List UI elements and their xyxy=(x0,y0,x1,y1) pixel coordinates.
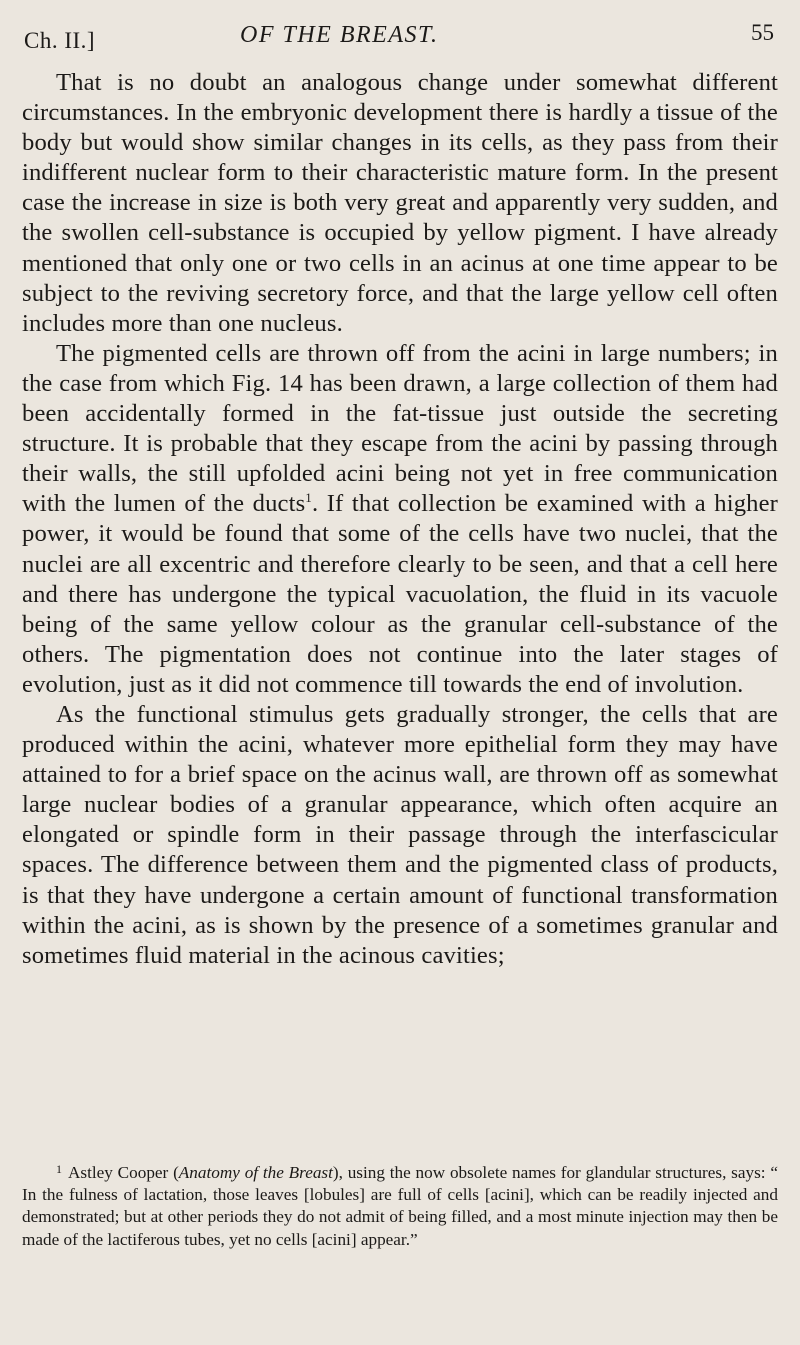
paragraph-2-text-a: The pigmented cells are thrown off from the acini in large numbers; in the case from which Fig. 14 has been drawn, a large collection of them had been accidentally formed in the fat-tissue just outside the secreting structure. It is probable that they escape from the acini by passing through their walls, the still upfolded acini being not yet in free communication with the lumen of the ducts xyxy=(22,339,778,518)
paragraph-2 xyxy=(22,339,778,700)
paragraph-3: As the functional stimulus gets gradually stronger, the cells that are produced within the acini, whatever more epithelial form they may have attained to for a brief space on the acinus wall, are thrown off as somewhat large nuclear bodies of a granular appearance, which often acquire an elongated or spindle form in their passage through the interfascicular spaces. The difference between them and the pigmented class of products, is that they have undergone a certain amount of functional transformation within the acini, as is shown by the presence of a sometimes granular and sometimes fluid material in the acinous cavities; xyxy=(22,700,778,969)
footnote-citation: Anatomy of the Breast xyxy=(178,1163,333,1182)
running-title: OF THE BREAST. xyxy=(240,22,439,48)
footnote-text-a: Astley Cooper ( xyxy=(68,1163,179,1182)
footnote-text-b: ), using the now obsolete names for glandular structures, says: “ In the fulness of lactation, those leaves [lobules] are full of cells [acini], which can be readily injected and demonstrated; but at other periods they do not admit of being filled, and a most minute injection may then be made of the lactiferous tubes, yet no cells [acini] appear.” xyxy=(22,1163,778,1249)
body-text xyxy=(22,68,778,971)
page-number: 55 xyxy=(751,20,774,45)
book-page xyxy=(22,0,778,1345)
footnote-reference[interactable]: 1 xyxy=(305,490,312,506)
paragraph-2-text-b: . If that collection be examined with a higher power, it would be found that some of the cells have two nuclei, that the nuclei are all excentric and therefore clearly to be seen, and that a cell here and there has undergone the typical vacuolation, the fluid in its vacuole being of the same yellow colour as the granular cell-substance of the others. The pigmentation does not continue into the later stages of evolution, just as it did not commence till towards the end of involution. xyxy=(22,490,778,698)
running-head xyxy=(22,20,778,56)
paragraph-1: That is no doubt an analogous change under somewhat different circumstances. In the embryonic development there is hardly a tissue of the body but would show similar changes in its cells, as they pass from their indifferent nuclear form to their characteristic mature form. In the present case the increase in size is both very great and apparently very sudden, and the swollen cell-substance is occupied by yellow pigment. I have already mentioned that only one or two cells in an acinus at one time appear to be subject to the reviving secretory force, and that the large yellow cell often includes more than one nucleus. xyxy=(22,69,778,337)
footnote-paragraph xyxy=(22,1158,778,1251)
chapter-label: Ch. II.] xyxy=(24,28,96,53)
footnote xyxy=(22,1158,778,1251)
footnote-marker: 1 xyxy=(56,1162,62,1176)
